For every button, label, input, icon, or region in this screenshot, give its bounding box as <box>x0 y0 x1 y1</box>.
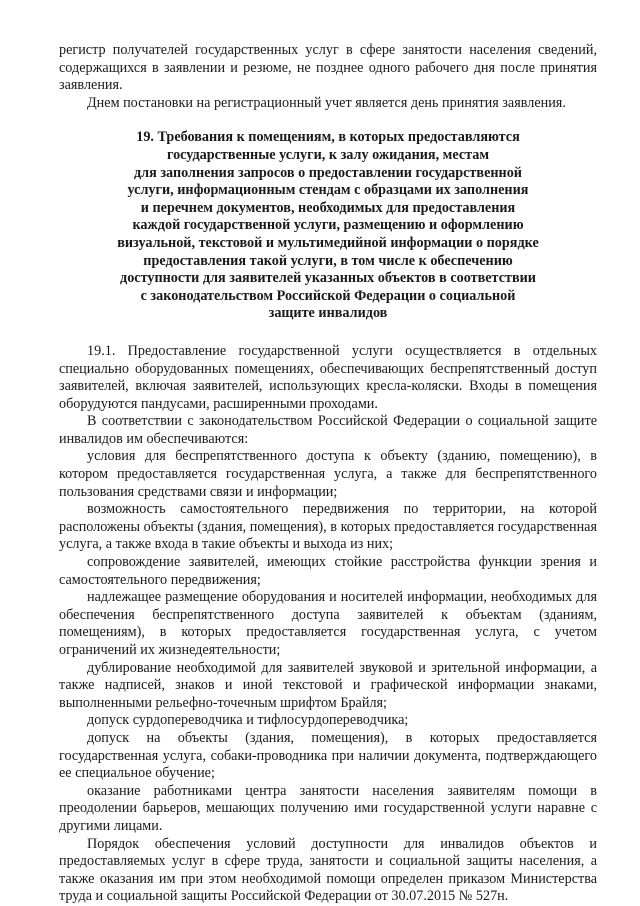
section-heading-line: с законодательством Российской Федерации о социальной <box>140 287 516 304</box>
paragraph-19-1: 19.1. Предоставление государственной услуги осуществляется в отдельных специально оборудованных помещениях, обеспечивающих беспрепятственный доступ заявителей, включая заявителей, использующих кресла-коляски. Входы в помещения оборудуются пандусами, расширенными проходами. <box>59 342 597 412</box>
section-heading-line: визуальной, текстовой и мультимедийной информации о порядке <box>117 234 539 251</box>
list-item-access-conditions: условия для беспрепятственного доступа к объекту (зданию, помещению), в котором предоставляется государственная услуга, а также для беспрепятственного пользования средствами связи и информации; <box>59 448 597 500</box>
section-heading-line: для заполнения запросов о предоставлении государственной <box>134 164 522 181</box>
document-body <box>59 42 597 906</box>
section-heading-line: каждой государственной услуги, размещению и оформлению <box>132 217 524 234</box>
section-heading-line: услуги, информационным стендам с образцами их заполнения <box>127 182 529 199</box>
section-heading-line: доступности для заявителей указанных объектов в соответствии <box>120 270 536 287</box>
list-item-independent-movement: возможность самостоятельного передвижения по территории, на которой расположены объекты (здания, помещения), в которых предоставляется государственная услуга, а также входа в такие объекты и выхода из них; <box>59 501 597 553</box>
list-item-sign-interpreter: допуск сурдопереводчика и тифлосурдопереводчика; <box>87 712 409 729</box>
section-heading-line: предоставления такой услуги, в том числе к обеспечению <box>143 252 513 269</box>
paragraph-ministry-order: Порядок обеспечения условий доступности для инвалидов объектов и предоставляемых услуг в сфере труда, занятости и социальной защиты населения, а также оказания им при этом необходимой помощи определен приказом Министерства труда и социальной защиты Российской Федерации от 30.07.2015 № 527н. <box>59 835 597 905</box>
intro-paragraph-registration-day: Днем постановки на регистрационный учет является день принятия заявления. <box>87 94 566 111</box>
intro-paragraph-continuation: регистр получателей государственных услуг в сфере занятости населения сведений, содержащихся в заявлении и резюме, не позднее одного рабочего дня после принятия заявления. <box>59 42 597 94</box>
list-item-equipment-placement: надлежащее размещение оборудования и носителей информации, необходимых для обеспечения беспрепятственного доступа заявителей к объектам (зданиям, помещениям), в которых предоставляется государственная услуга, с учетом ограничений их жизнедеятельности; <box>59 589 597 658</box>
list-item-braille-duplication: дублирование необходимой для заявителей звуковой и зрительной информации, а также надписей, знаков и иной текстовой и графической информации знаками, выполненными рельефно-точечным шрифтом Брайля; <box>59 659 597 711</box>
list-item-staff-assistance: оказание работниками центра занятости населения заявителям помощи в преодолении барьеров, мешающих получению ими государственной услуги наравне с другими лицами. <box>59 782 597 834</box>
section-heading-line: 19. Требования к помещениям, в которых предоставляются <box>136 129 520 146</box>
section-heading-line: защите инвалидов <box>268 305 388 322</box>
list-item-escort: сопровождение заявителей, имеющих стойкие расстройства функции зрения и самостоятельного передвижения; <box>59 554 597 588</box>
section-heading-line: государственные услуги, к залу ожидания, местам <box>166 146 490 163</box>
section-heading <box>59 129 597 323</box>
section-heading-line: и перечнем документов, необходимых для предоставления <box>140 199 516 216</box>
paragraph-legal-basis: В соответствии с законодательством Российской Федерации о социальной защите инвалидов им обеспечиваются: <box>59 413 597 447</box>
list-item-guide-dog: допуск на объекты (здания, помещения), в которых предоставляется государственная услуга, собаки-проводника при наличии документа, подтверждающего ее специальное обучение; <box>59 729 597 782</box>
